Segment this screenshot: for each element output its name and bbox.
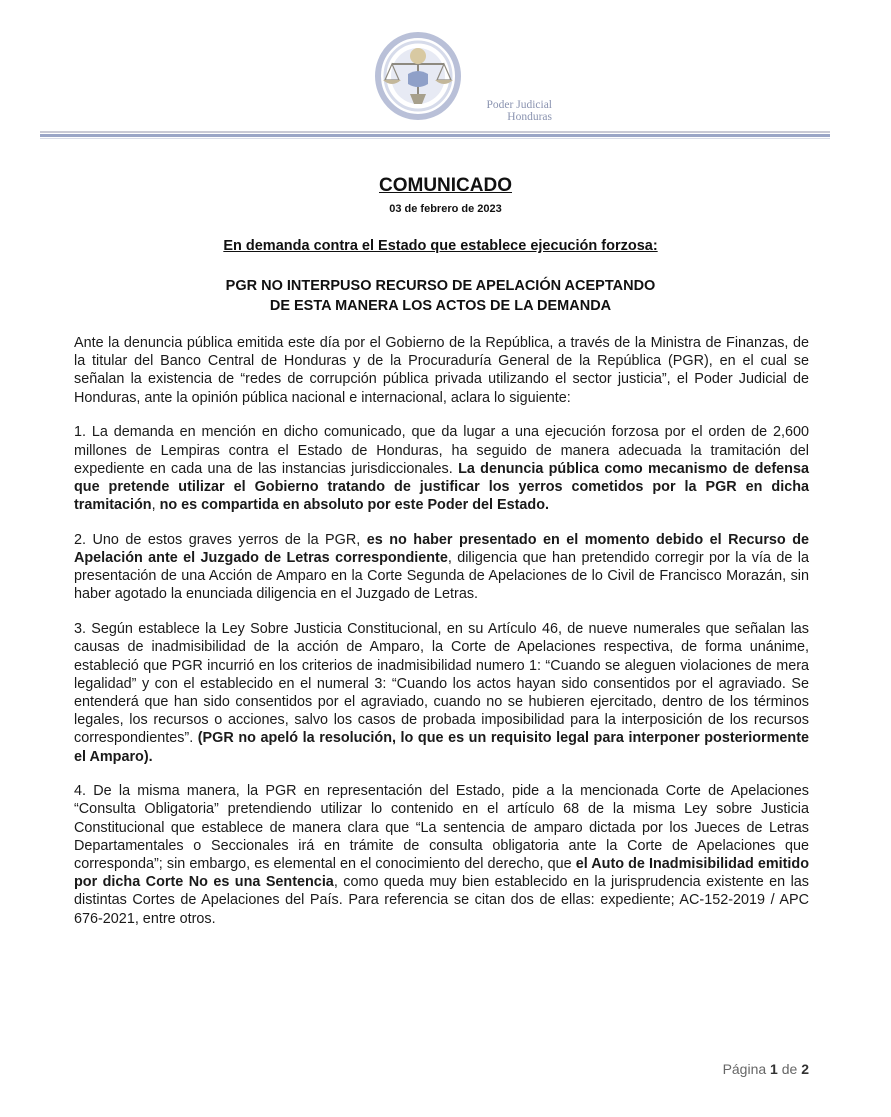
- header-divider-middle: [40, 134, 830, 137]
- paragraph-4: [74, 782, 809, 928]
- header-divider-top: [40, 131, 830, 133]
- paragraph-1-comma: ,: [151, 497, 160, 514]
- paragraph-4-text-end: , como queda muy bien establecido en la jurisprudencia existente en las distintas Cortes de Apelaciones del País. Para referencia se citan dos de ellas: expediente; AC-152-2019 / APC 676-2021, entre otros.: [74, 874, 810, 927]
- page-number-total: 2: [801, 1061, 809, 1077]
- document-headline: [0, 276, 881, 316]
- logo-caption: [462, 99, 552, 123]
- paragraph-4-bold: el Auto de Inadmisibilidad emitido por dicha Corte No es una Sentencia: [74, 856, 809, 891]
- header-divider-bottom: [40, 138, 830, 139]
- paragraph-2-text: 2. Uno de estos graves yerros de la PGR,: [74, 531, 367, 548]
- page-number-of: de: [781, 1061, 798, 1077]
- paragraph-1-text: 1. La demanda en mención en dicho comunicado, que da lugar a una ejecución forzosa por el orden de 2,600 millones de Lempiras contra el Estado de Honduras, ha seguido de manera adecuada la tramitación del expediente en cada una de las instancias jurisdiccionales.: [74, 424, 809, 477]
- document-subtitle: En demanda contra el Estado que establece ejecución forzosa:: [223, 238, 658, 254]
- paragraph-2-text-end: , diligencia que han pretendido corregir por la vía de la presentación de una Acción de Amparo en la Corte Segunda de Apelaciones de lo Civil de Francisco Morazán, sin haber agotado la enunciada diligencia en el Juzgado de Letras.: [74, 550, 810, 603]
- document-body: [74, 334, 809, 944]
- document-title: COMUNICADO: [379, 175, 512, 196]
- paragraph-intro-text: Ante la denuncia pública emitida este día por el Gobierno de la República, a través de la Ministra de Finanzas, de la titular del Banco Central de Honduras y de la Procuraduría General de la República (PGR), en el cual se señalan la existencia de “redes de corrupción pública privada utilizando el sector justicia”, el Poder Judicial de Honduras, ante la opinión pública nacional e internacional, aclara lo siguiente:: [74, 335, 809, 406]
- page-number-current: 1: [770, 1061, 778, 1077]
- paragraph-4-text: 4. De la misma manera, la PGR en representación del Estado, pide a la mencionada Corte de Apelaciones “Consulta Obligatoria” pretendiendo utilizar lo contenido en el artículo 68 de la misma Ley sobre Justicia Constitucional que establece de manera clara que “La sentencia de amparo dictada por los Jueces de Letras Departamentales o Seccionales irá en trámite de consulta obligatoria ante la Corte de Apelaciones que corresponda”; sin embargo, es elemental en el conocimiento del derecho, que: [74, 783, 809, 873]
- paragraph-1-bold-end: no es compartida en absoluto por este Poder del Estado.: [159, 497, 550, 514]
- document-date: 03 de febrero de 2023: [389, 203, 502, 215]
- paragraph-1-bold: La denuncia pública como mecanismo de defensa que pretende utilizar el Gobierno tratando de justificar los yerros cometidos por la PGR en dicha tramitación: [74, 460, 809, 514]
- headline-line-2: DE ESTA MANERA LOS ACTOS DE LA DEMANDA: [269, 298, 612, 314]
- paragraph-2-bold: es no haber presentado en el momento debido el Recurso de Apelación ante el Juzgado de Letras correspondiente: [74, 531, 809, 567]
- logo-line-poder-judicial: Poder Judicial: [486, 99, 552, 111]
- paragraph-3-bold: (PGR no apeló la resolución, lo que es un requisito legal para interponer posteriormente el Amparo).: [74, 730, 809, 765]
- page-number-label: Página: [722, 1061, 767, 1077]
- headline-line-1: PGR NO INTERPUSO RECURSO DE APELACIÓN ACEPTANDO: [225, 278, 656, 294]
- logo-line-honduras: Honduras: [507, 111, 552, 123]
- paragraph-3: [74, 620, 809, 766]
- paragraph-intro: [74, 334, 809, 407]
- paragraph-2: [74, 531, 809, 604]
- paragraph-3-text: 3. Según establece la Ley Sobre Justicia Constitucional, en su Artículo 46, de nueve numerales que señalan las causas de inadmisibilidad de la acción de Amparo, la Corte de Apelaciones respectiva, de forma unánime, estableció que PGR incurrió en los criterios de inadmisibilidad numero 1: “Cuando se aleguen violaciones de mera legalidad” y con el establecido en el numeral 3: “Cuando los actos hayan sido consentidos por el agraviado. Se entenderá que han sido consentidos por el agraviado, cuando no se hubieren ejercitado, dentro de los términos legales, los recursos o acciones, salvo los casos de probada imposibilidad para la interposición de los recursos correspondientes”.: [74, 621, 809, 747]
- page-number: [723, 1061, 809, 1077]
- paragraph-1: [74, 423, 809, 514]
